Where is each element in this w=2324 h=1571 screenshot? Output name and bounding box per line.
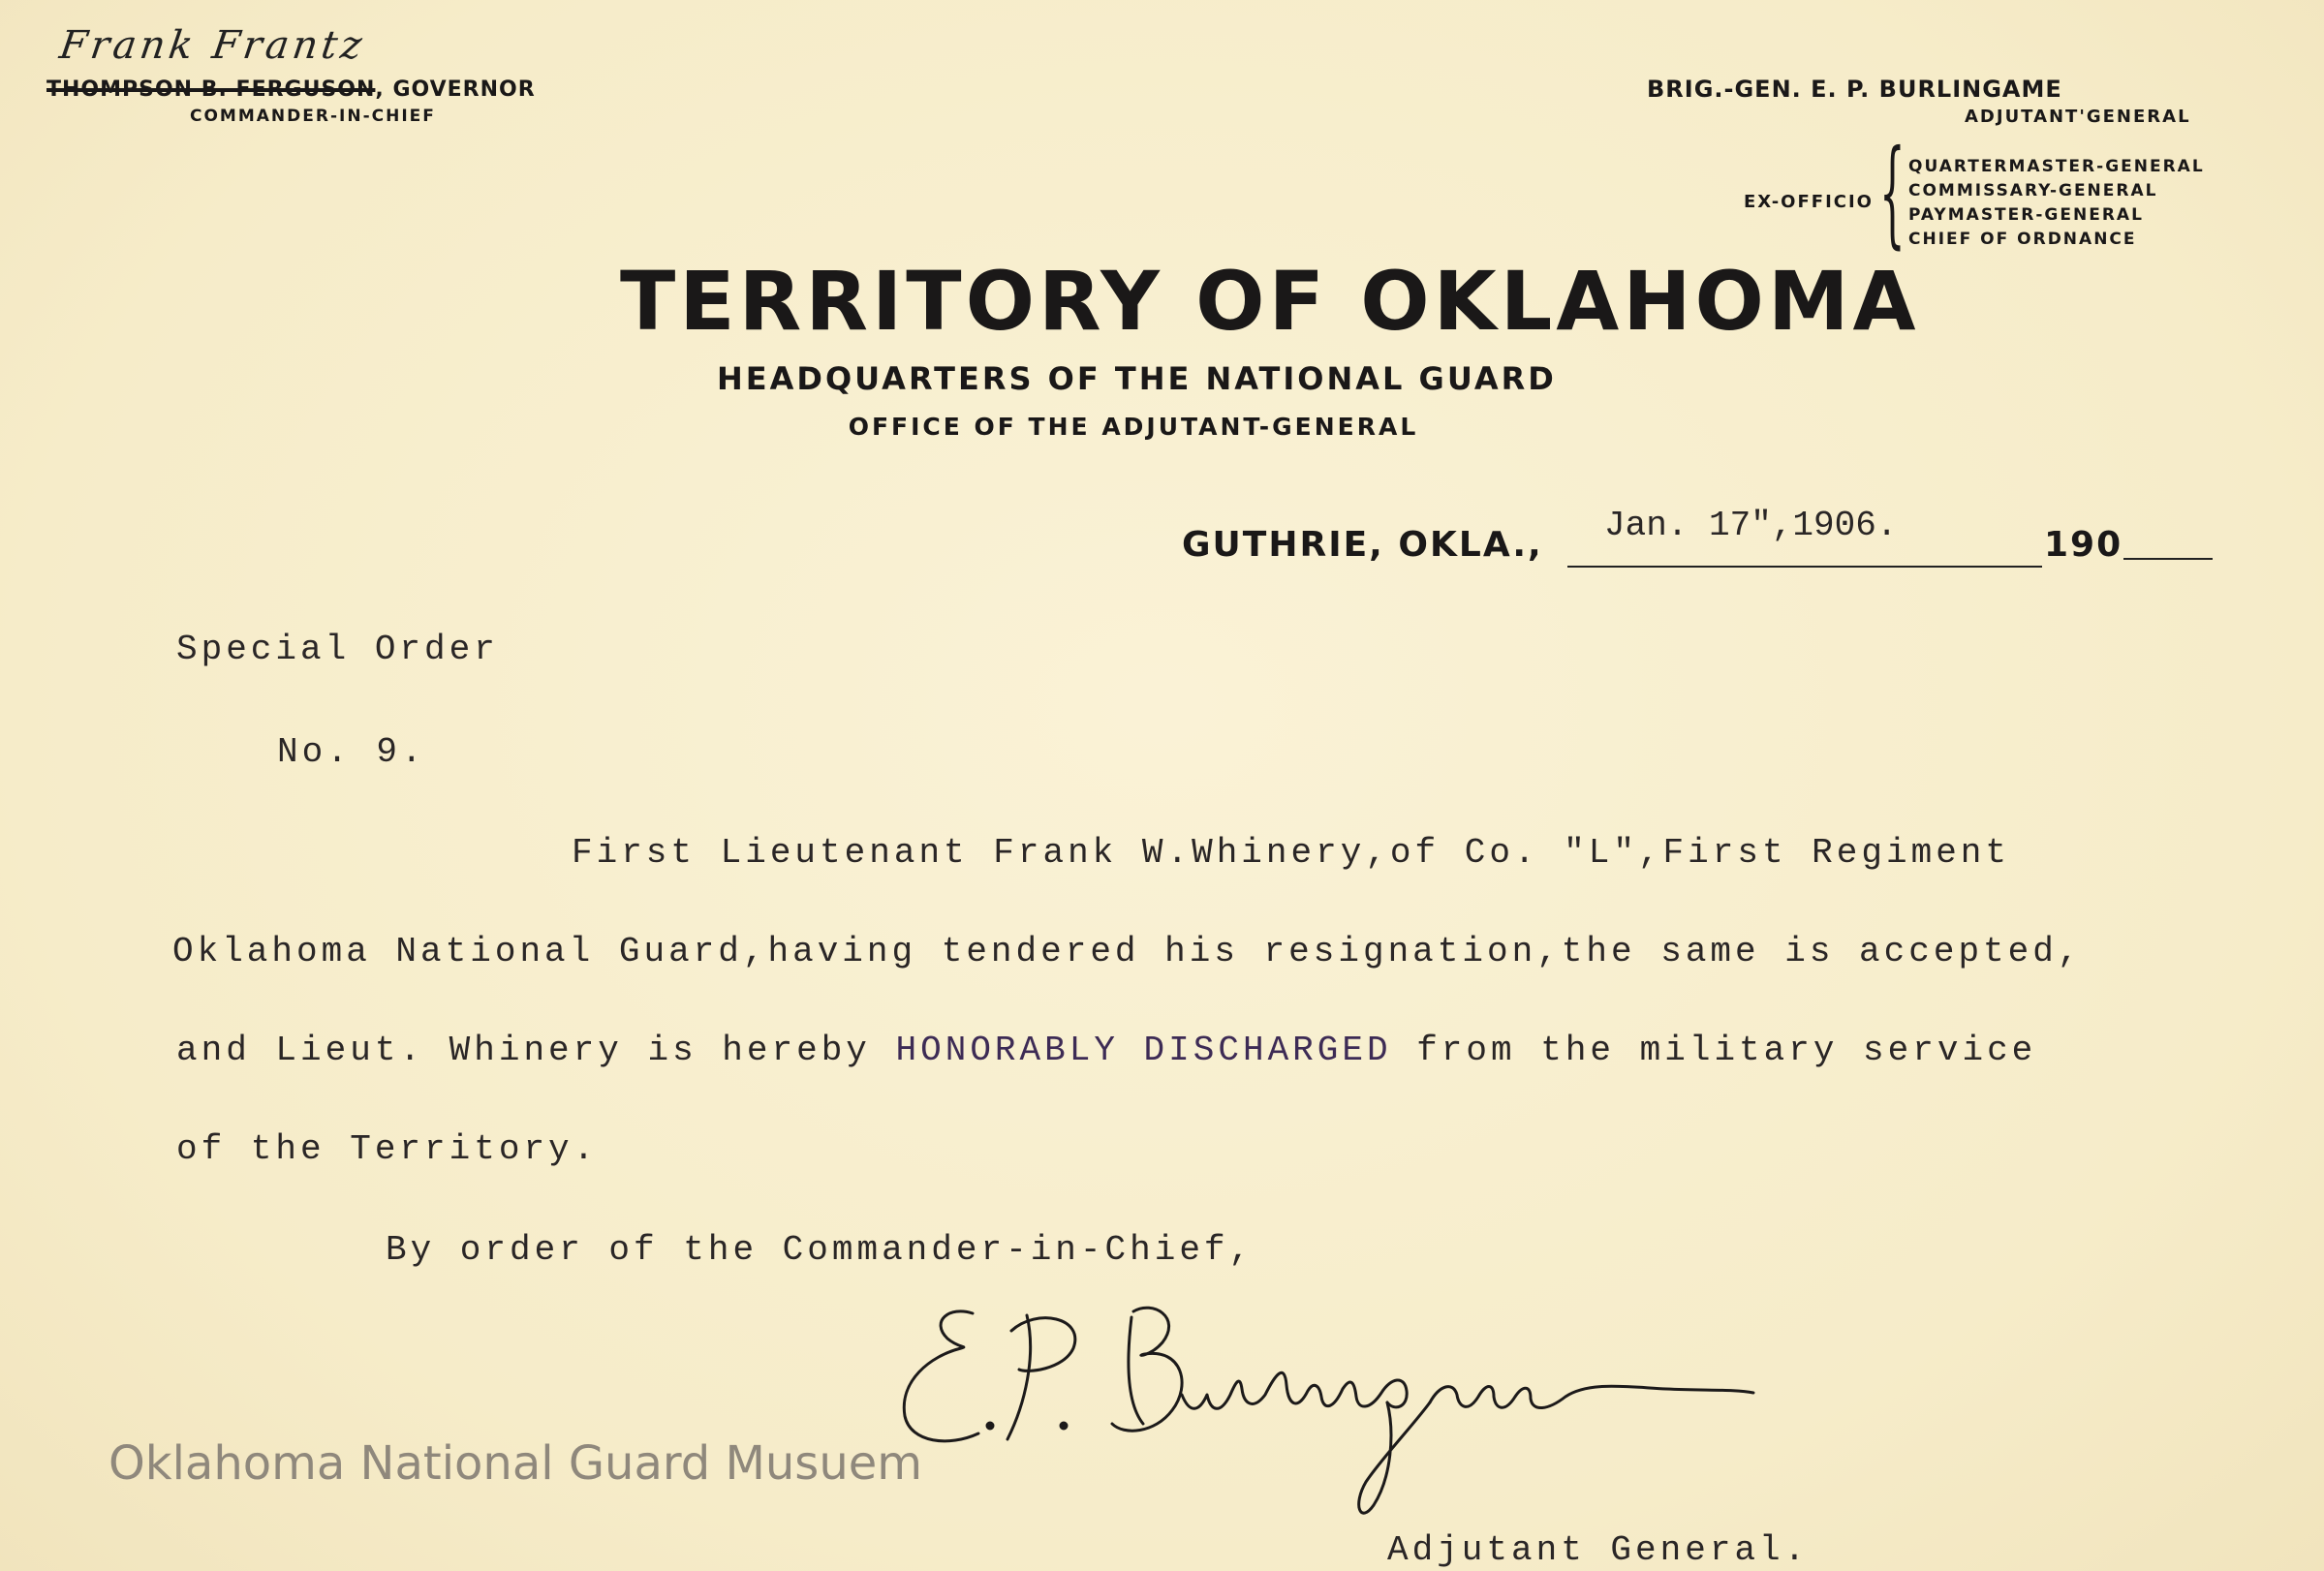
- governor-line: [46, 77, 536, 102]
- body-line-2: Oklahoma National Guard,having tendered his resignation,the same is accepted,: [172, 932, 2083, 971]
- ex-officio-label: EX-OFFICIO: [1744, 192, 1874, 212]
- order-label: Special Order: [176, 630, 499, 669]
- signature: [891, 1288, 1860, 1540]
- struck-governor-name: THOMPSON B. FERGUSON: [46, 77, 376, 102]
- body-line-4: of the Territory.: [176, 1129, 599, 1169]
- adjutant-general-title: ADJUTANT'GENERAL: [1965, 107, 2191, 127]
- body-line-3-before: and Lieut. Whinery is hereby: [176, 1031, 896, 1070]
- headquarters-subheading: HEADQUARTERS OF THE NATIONAL GUARD: [717, 360, 1557, 397]
- body-line-3-after: from the military service: [1391, 1031, 2037, 1070]
- office-subheading: OFFICE OF THE ADJUTANT-GENERAL: [848, 413, 1419, 441]
- office-item: PAYMASTER-GENERAL: [1908, 205, 2144, 225]
- office-item: QUARTERMASTER-GENERAL: [1908, 157, 2205, 176]
- place-label: GUTHRIE, OKLA.,: [1182, 525, 1543, 565]
- date-rule: [1567, 566, 2042, 568]
- adjutant-general-closing: Adjutant General.: [1387, 1530, 1810, 1570]
- body-line-3: [176, 1031, 2036, 1070]
- ex-officio-offices: [1908, 155, 2205, 252]
- body-line-1: First Lieutenant Frank W.Whinery,of Co. "L",First Regiment: [572, 833, 2011, 873]
- discharge-emphasis: HONORABLY DISCHARGED: [895, 1031, 1392, 1070]
- office-item: COMMISSARY-GENERAL: [1908, 181, 2158, 200]
- office-item: CHIEF OF ORDNANCE: [1908, 230, 2137, 249]
- territory-heading: TERRITORY OF OKLAHOMA: [620, 254, 1920, 349]
- year-rule: [2123, 558, 2213, 560]
- governor-suffix: , GOVERNOR: [375, 77, 536, 102]
- handwritten-name: Frank Frantz: [56, 23, 369, 68]
- printed-year: 190: [2044, 525, 2123, 565]
- brace-icon: {: [1879, 126, 1906, 261]
- adjutant-general-name: BRIG.-GEN. E. P. BURLINGAME: [1647, 76, 2062, 103]
- commander-in-chief-label: COMMANDER-IN-CHIEF: [190, 107, 436, 126]
- by-order-line: By order of the Commander-in-Chief,: [386, 1230, 1255, 1270]
- order-number: No. 9.: [277, 732, 426, 772]
- typed-date: Jan. 17",1906.: [1604, 506, 1898, 545]
- museum-watermark: Oklahoma National Guard Musuem: [108, 1436, 923, 1491]
